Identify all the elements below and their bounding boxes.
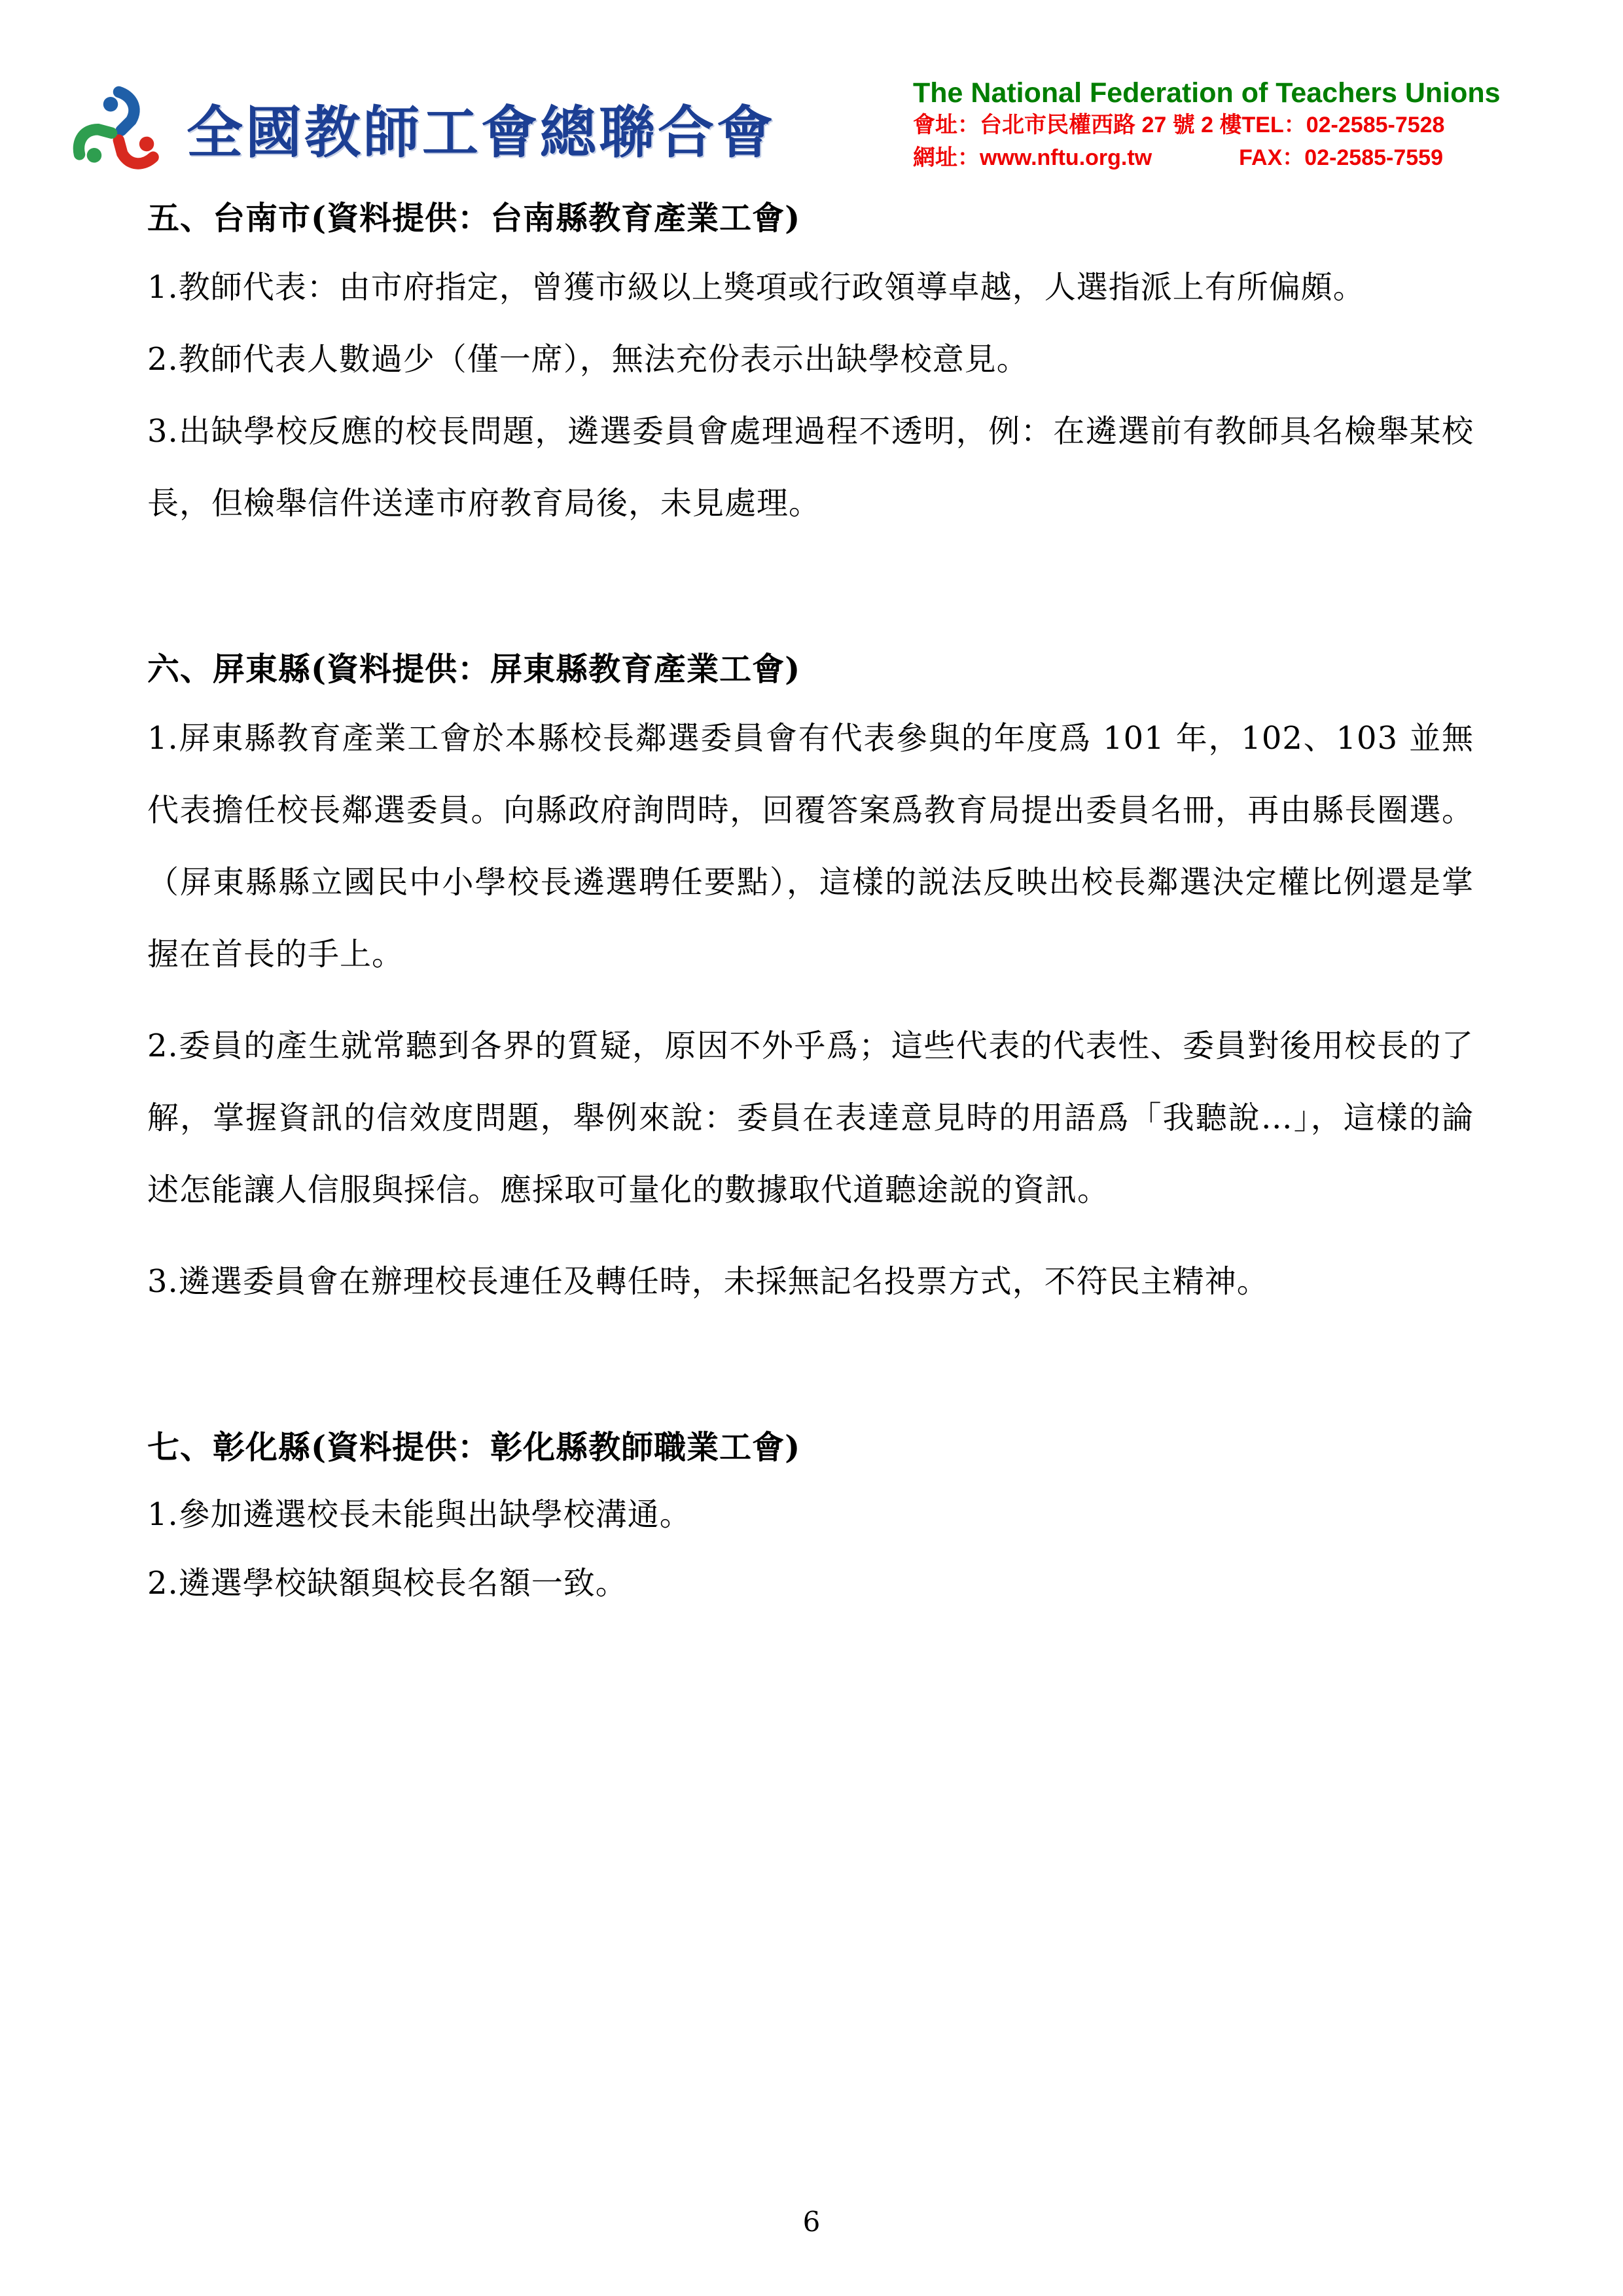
org-name-en: The National Federation of Teachers Unions	[913, 77, 1501, 109]
org-name-zh: 全國教師工會總聯合會	[187, 99, 776, 166]
nftu-logo	[62, 84, 776, 182]
section-title: 六、屏東縣(資料提供：屏東縣教育產業工會)	[147, 650, 801, 689]
address-line: 會址：台北市民權西路 27 號 2 樓	[913, 113, 1242, 138]
section-tainan	[147, 196, 1474, 539]
page-number: 6	[802, 2206, 821, 2238]
paragraph: 1.參加遴選校長未能與出缺學校溝通。	[147, 1496, 692, 1534]
section-changhua	[147, 1426, 1474, 1618]
fax-line: FAX：02-2585-7559	[1239, 145, 1443, 170]
document-body	[147, 196, 1474, 1618]
website-line: 網址：www.nftu.org.tw	[913, 145, 1152, 170]
section-title: 五、台南市(資料提供：台南縣教育產業工會)	[147, 199, 801, 237]
paragraph: 2.委員的產生就常聽到各界的質疑，原因不外乎爲；這些代表的代表性、委員對後用校長的了解，掌握資訊的信效度問題，舉例來說：委員在表達意見時的用語爲「我聽說…」，這樣的論述怎能讓人信服與採信。應採取可量化的數據取代道聽途説的資訊。	[147, 1028, 1474, 1209]
paragraph: 3.遴選委員會在辦理校長連任及轉任時，未採無記名投票方式，不符民主精神。	[147, 1263, 1269, 1300]
section-pingtung	[147, 647, 1474, 1318]
paragraph: 1.教師代表：由市府指定，曾獲市級以上獎項或行政領導卓越，人選指派上有所偏頗。	[147, 269, 1365, 306]
section-title: 七、彰化縣(資料提供：彰化縣教師職業工會)	[147, 1428, 801, 1467]
nftu-logo-mark-icon	[62, 84, 172, 182]
paragraph: 2.教師代表人數過少（僅一席），無法充份表示出缺學校意見。	[147, 341, 1029, 378]
tel-line: TEL：02-2585-7528	[1241, 113, 1445, 138]
contact-block	[913, 77, 1501, 174]
paragraph: 2.遴選學校缺額與校長名額一致。	[147, 1565, 628, 1602]
page-header	[62, 77, 1564, 188]
paragraph: 1.屏東縣教育產業工會於本縣校長鄰選委員會有代表參與的年度爲 101 年，102、103 並無代表擔任校長鄰選委員。向縣政府詢問時，回覆答案爲教育局提出委員名冊，再由縣長圈選。（屏東縣縣立國民中小學校長遴選聘任要點），這樣的説法反映出校長鄰選決定權比例還是掌握在首長的手上。	[147, 720, 1474, 973]
paragraph: 3.出缺學校反應的校長問題，遴選委員會處理過程不透明，例：在遴選前有教師具名檢舉某校長，但檢舉信件送達市府教育局後，未見處理。	[147, 413, 1474, 522]
